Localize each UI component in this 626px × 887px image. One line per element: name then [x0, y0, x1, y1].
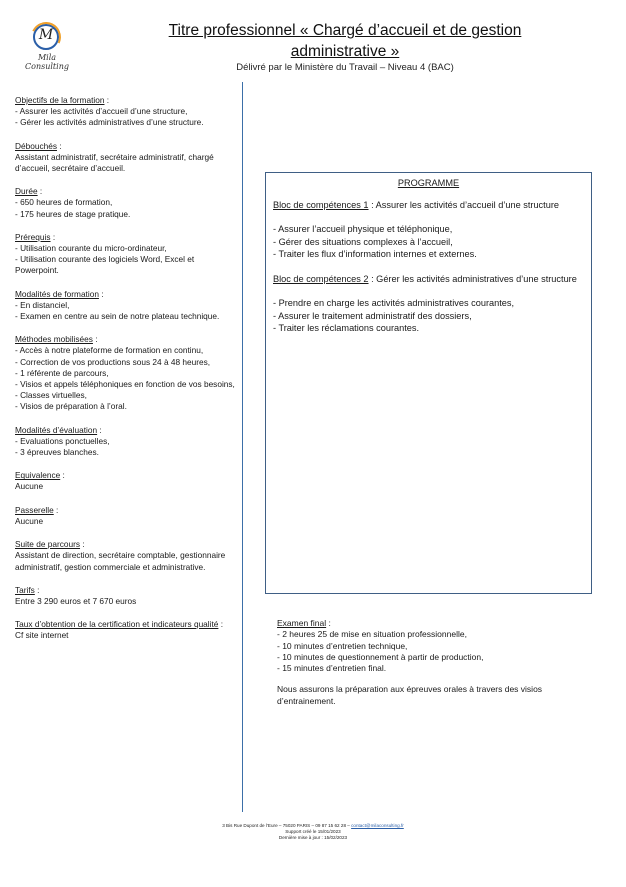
footer-address: 3 Bis Rue Dupont de l’Eure – 75020 PARIS – 09 87 15 62 28 – — [222, 823, 352, 828]
section-line: - Visios de préparation à l’oral. — [15, 401, 127, 412]
section-heading: Méthodes mobilisées — [15, 334, 93, 345]
section-heading-line: Prérequis : — [15, 231, 56, 242]
exam-heading: Examen final — [277, 618, 327, 628]
section-line: Assistant administratif, secrétaire administratif, chargé d’accueil, secrétaire d’accueil. — [15, 151, 214, 174]
section-line: - Utilisation courante des logiciels Word, Excel et Powerpoint. — [15, 254, 195, 276]
bloc-title — [273, 273, 584, 286]
section-heading: Durée — [15, 186, 38, 197]
footer-created: Support créé le 15/01/2023 — [285, 829, 341, 834]
section-heading-line: Taux d’obtention de la certification et indicateurs qualité : — [15, 619, 224, 630]
section-heading-line: Suite de parcours : — [15, 539, 85, 550]
bloc-item: - Gérer des situations complexes à l’accueil, — [273, 236, 453, 247]
bloc-heading: Bloc de compétences 2 — [273, 273, 369, 284]
bloc-item: - Assurer le traitement administratif des dossiers, — [273, 310, 472, 321]
bloc-item: - Prendre en charge les activités administratives courantes, — [273, 298, 515, 308]
section-heading-line: Tarifs : — [15, 584, 40, 595]
section-line: - Classes virtuelles, — [15, 390, 87, 401]
exam-heading-line: Examen final : — [277, 618, 331, 628]
bloc-description: : Assurer les activités d’accueil d’une structure — [368, 199, 559, 210]
section-heading: Tarifs — [15, 584, 35, 595]
programme-box — [265, 172, 592, 594]
section-heading: Equivalence — [15, 470, 61, 481]
exam-note: Nous assurons la préparation aux épreuves orales à travers des visios d’entrainement. — [277, 684, 543, 706]
info-section — [15, 334, 235, 412]
section-line: - Gérer les activités administratives d’une structure. — [15, 117, 204, 128]
info-section — [15, 619, 235, 641]
programme-blocs — [273, 199, 584, 335]
section-heading: Modalités d’évaluation — [15, 424, 98, 435]
bloc-description: : Gérer les activités administratives d’une structure — [368, 273, 577, 284]
bloc-heading: Bloc de compétences 1 — [273, 199, 369, 210]
section-heading-line: Passerelle : — [15, 504, 59, 515]
section-line: - Examen en centre au sein de notre plateau technique. — [15, 311, 220, 322]
info-section — [15, 470, 235, 492]
column-divider — [242, 82, 243, 812]
bloc-item: - Traiter les flux d’information internes et externes. — [273, 249, 477, 259]
info-section — [15, 425, 235, 459]
footer-updated: Dernière mise à jour : 15/02/2023 — [278, 835, 348, 840]
bloc-item: - Assurer l’accueil physique et téléphonique, — [273, 224, 453, 234]
section-line: - Correction de vos productions sous 24 à 48 heures, — [15, 356, 211, 367]
section-heading: Taux d’obtention de la certification et indicateurs qualité — [15, 619, 219, 630]
section-line: - Assurer les activités d’accueil d’une structure, — [15, 106, 188, 117]
section-line: - 1 référente de parcours, — [15, 367, 109, 378]
section-heading-line: Objectifs de la formation : — [15, 95, 110, 105]
section-line: Cf site internet — [15, 630, 69, 641]
section-heading: Objectifs de la formation — [15, 95, 105, 105]
logo-letter: M — [38, 27, 54, 43]
section-line: Entre 3 290 euros et 7 670 euros — [15, 595, 137, 606]
section-heading: Suite de parcours — [15, 539, 81, 550]
section-line: - Accès à notre plateforme de formation en continu, — [15, 345, 204, 356]
info-section — [15, 585, 235, 607]
company-logo — [16, 22, 78, 70]
section-line: Aucune — [15, 515, 44, 526]
section-heading: Débouchés — [15, 140, 57, 151]
section-heading-line: Durée : — [15, 186, 43, 197]
section-heading-line: Equivalence : — [15, 470, 65, 481]
section-line: - Evaluations ponctuelles, — [15, 435, 110, 446]
exam-line: - 2 heures 25 de mise en situation professionnelle, — [277, 629, 467, 640]
section-line: - 175 heures de stage pratique. — [15, 208, 131, 219]
section-line: Aucune — [15, 481, 44, 492]
competence-bloc — [273, 273, 584, 335]
section-line: - Visios et appels téléphoniques en fonction de vos besoins, — [15, 379, 235, 390]
exam-lines — [277, 629, 597, 674]
exam-line: - 10 minutes d’entretien technique, — [277, 640, 408, 651]
section-line: - Utilisation courante du micro-ordinateur, — [15, 243, 167, 254]
competence-bloc — [273, 199, 584, 261]
page-subtitle: Délivré par le Ministère du Travail – Niveau 4 (BAC) — [236, 62, 454, 73]
info-section — [15, 95, 235, 129]
section-heading: Modalités de formation — [15, 288, 99, 299]
section-heading: Passerelle — [15, 504, 54, 515]
info-section — [15, 539, 235, 573]
logo-text: Mila Consulting — [25, 53, 69, 71]
footer-email-link[interactable]: contact@milaconsulting.fr — [351, 823, 404, 828]
exam-line: - 10 minutes de questionnement à partir de production, — [277, 651, 484, 662]
section-line: - 3 épreuves blanches. — [15, 447, 99, 458]
page-title: Titre professionnel « Chargé d’accueil et de gestion administrative » — [168, 22, 522, 60]
exam-section — [277, 618, 597, 707]
info-section — [15, 186, 235, 220]
section-line: Assistant de direction, secrétaire comptable, gestionnaire administratif, gestion commerciale et administrative. — [15, 550, 226, 572]
info-section — [15, 141, 235, 175]
exam-line: - 15 minutes d’entretien final. — [277, 663, 387, 674]
footer — [0, 823, 626, 841]
section-heading-line: Méthodes mobilisées : — [15, 334, 98, 345]
bloc-title — [273, 199, 584, 212]
section-heading: Prérequis — [15, 231, 51, 242]
section-line: - 650 heures de formation, — [15, 197, 113, 208]
section-line: - En distanciel, — [15, 299, 70, 310]
programme-title: PROGRAMME — [397, 178, 460, 188]
info-section — [15, 289, 235, 323]
section-heading-line: Modalités d’évaluation : — [15, 424, 102, 435]
left-column — [15, 95, 235, 654]
info-section — [15, 505, 235, 527]
section-heading-line: Débouchés : — [15, 140, 62, 151]
info-section — [15, 232, 235, 277]
section-heading-line: Modalités de formation : — [15, 288, 104, 299]
bloc-item: - Traiter les réclamations courantes. — [273, 323, 420, 333]
